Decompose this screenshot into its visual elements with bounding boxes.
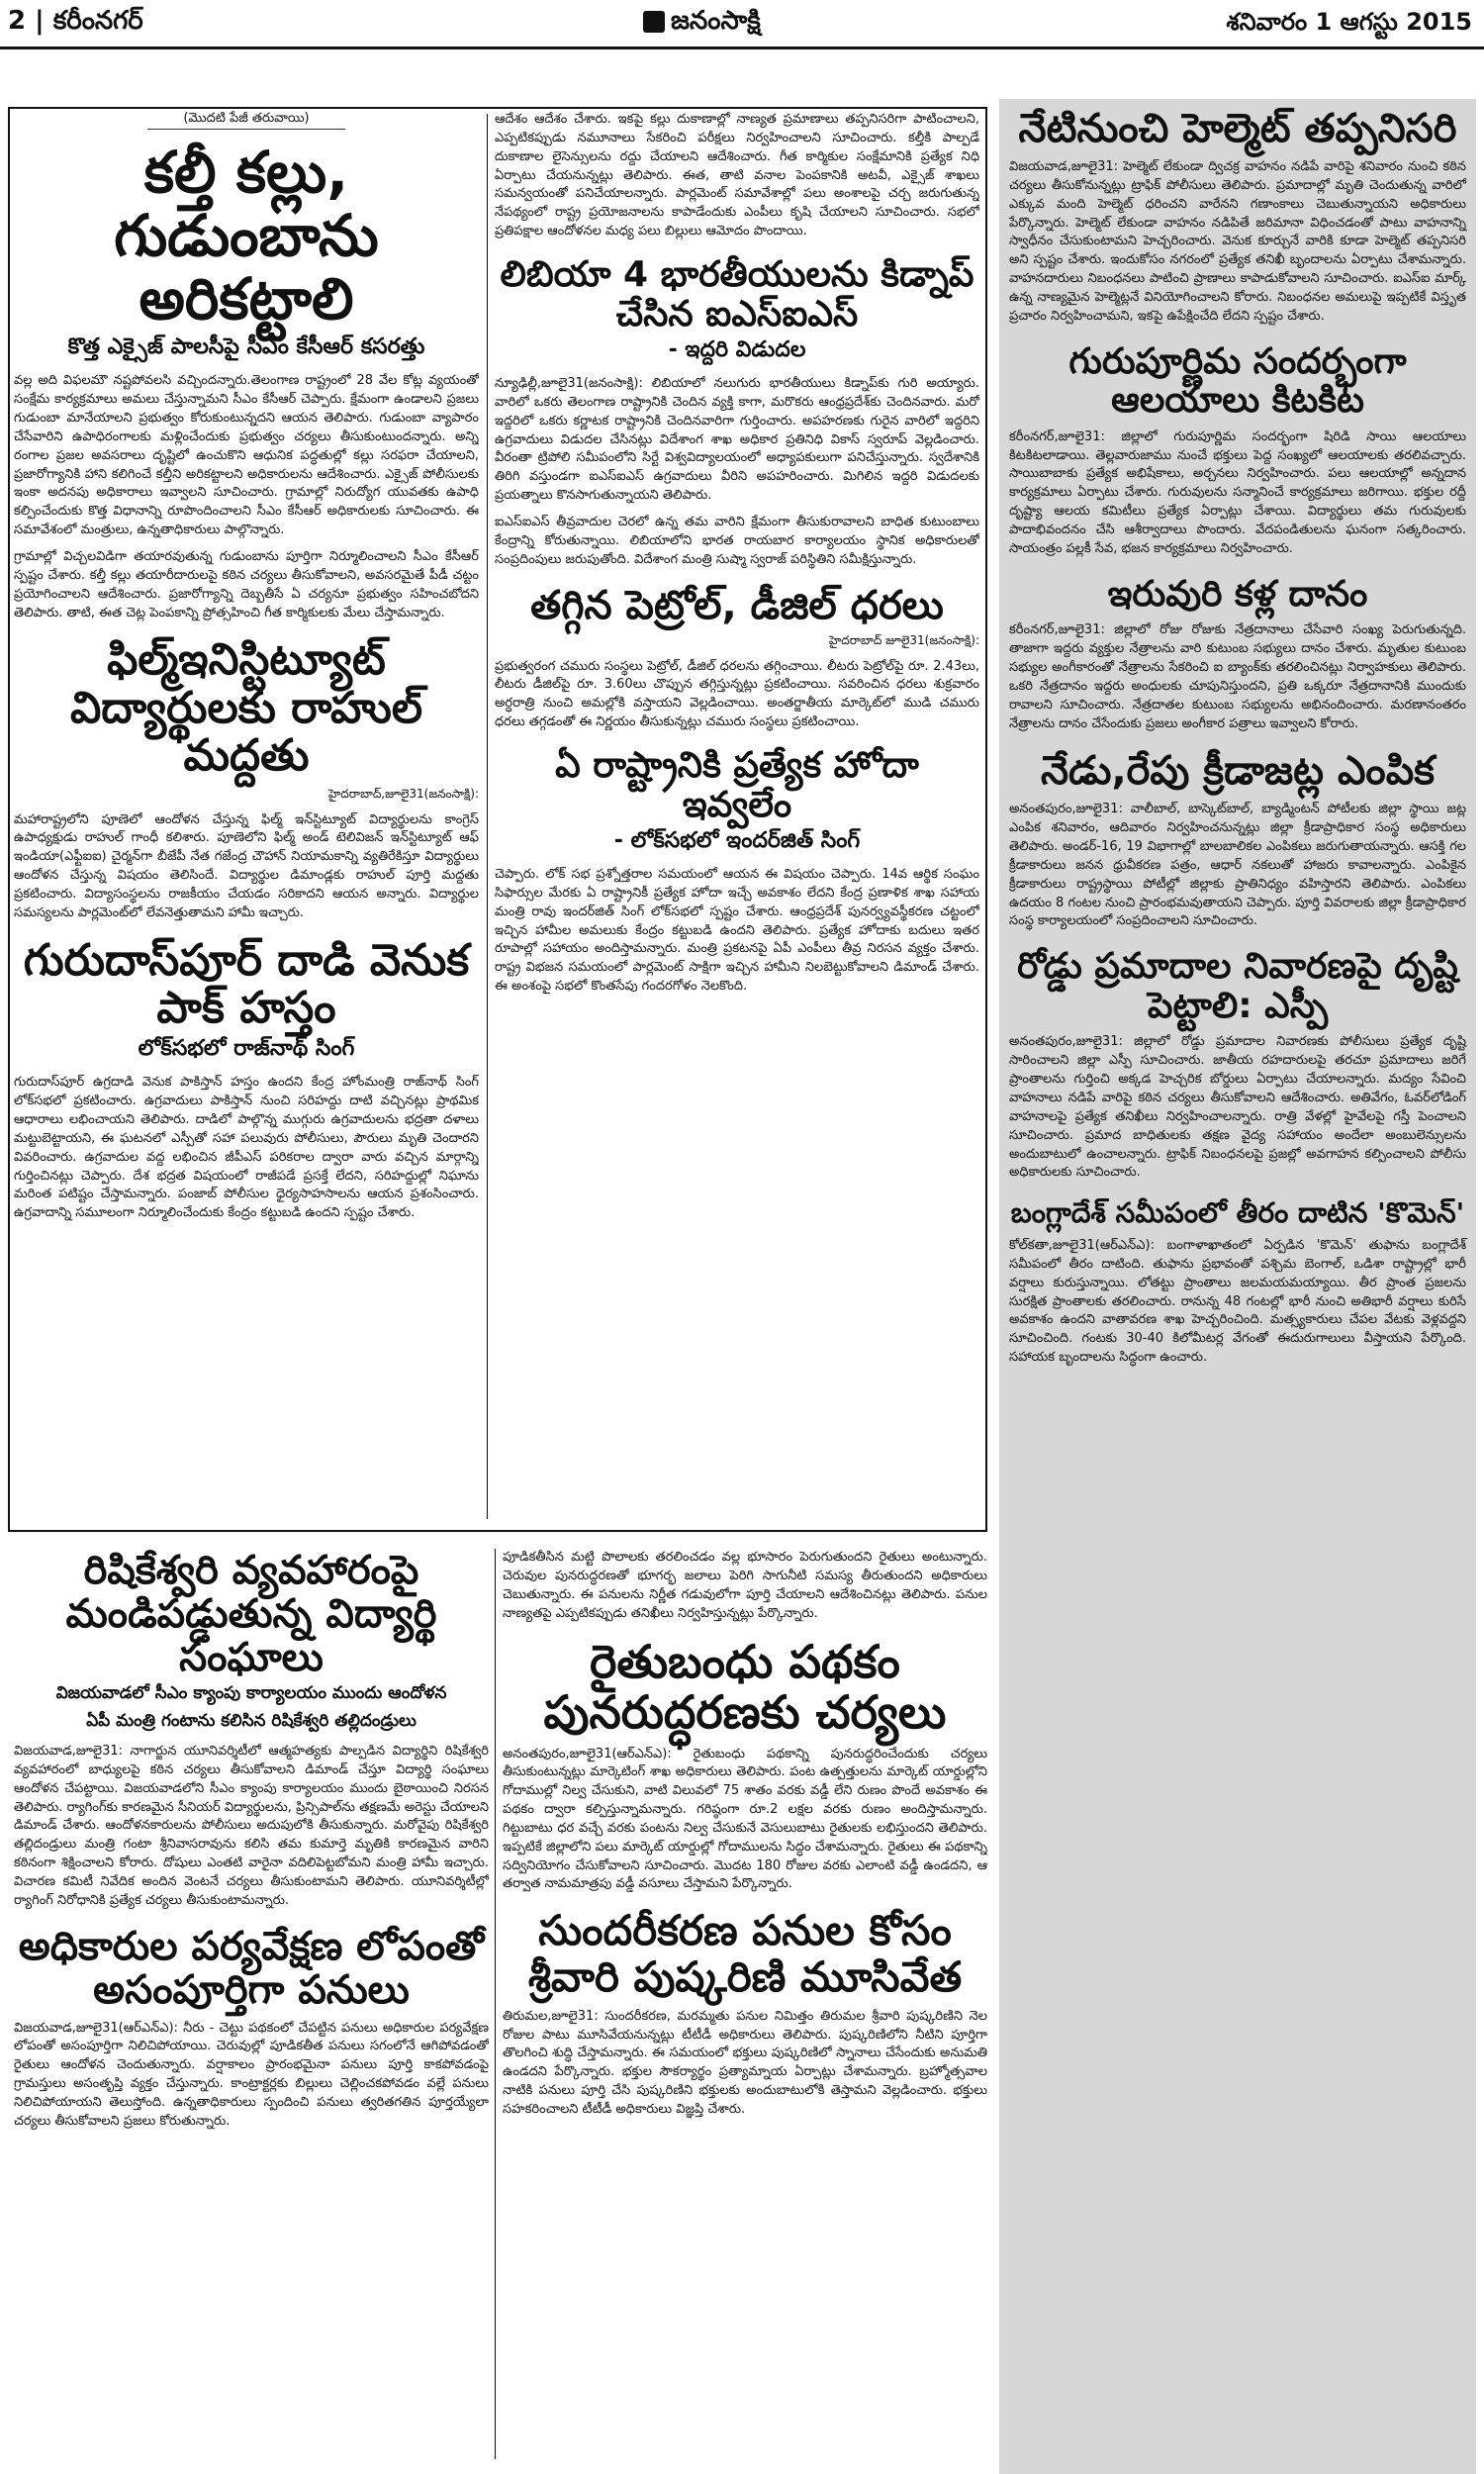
- libya-body: న్యూఢిల్లీ,జూలై31(జనంసాక్షి): లిబియాలో నలుగురు భారతీయులు కిడ్నాప్‌కు గురి అయ్యారు. వారిలో ఒకరు తెలంగాణ రాష్ట్రానికి చెందిన వ్యక్తి కాగా, మరొకరు ఆంధ్రప్రదేశ్‌కు చెందినవారు. మరో ఇద్దరిలో ఒకరు కర్ణాటక రాష్ట్రానికి చెందినవారిగా గుర్తించారు. అపహరణకు గురైన వారిలో ఇద్దరిని ఉగ్రవాదులు విడుదల చేసినట్లు విదేశాంగ శాఖ అధికార ప్రతినిధి వికాస్ స్వరూప్ వెల్లడించారు. వీరంతా ట్రిపోలి సమీపంలోని సిర్టే విశ్వవిద్యాలయంలో అధ్యాపకులుగా పనిచేస్తున్నారు. స్వదేశానికి తిరిగి వస్తుండగా ఐఎస్ఐఎస్ ఉగ్రవాదులు వీరిని అపహరించారు. మిగిలిన ఇద్దరి విడుదలకు ప్రయత్నాలు కొనసాగుతున్నాయని తెలిపారు.: [495, 376, 979, 504]
- eye-donation-body: కరీంనగర్,జూలై31: జిల్లాలో రోజు రోజుకు నేత్రదానాలు చేసేవారి సంఖ్య పెరుగుతున్నది. తాజాగా ఇద్దరు వ్యక్తుల నేత్రాలను వారి కుటుంబ సభ్యులు దానం చేశారు. మృతుల కుటుంబ సభ్యుల అంగీకారంతో నేత్రాలను సేకరించి ఐ బ్యాంక్‌కు తరలించినట్లు నిర్వాహకులు తెలిపారు. ఒకరి నేత్రదానం ఇద్దరు అంధులకు చూపునిస్తుందని, ప్రతి ఒక్కరూ నేత్రదానానికి ముందుకు రావాలని సూచించారు. నేత్రదాతల కుటుంబ సభ్యులను అభినందించారు. మరణానంతరం నేత్రాలను దానం చేసేందుకు ప్రజలు అంగీకార పత్రాలు ఇవ్వాలని కోరారు.: [1009, 622, 1466, 731]
- right-shaded-column: [999, 99, 1476, 2474]
- paper-name: జనంసాక్షి: [671, 6, 761, 36]
- ap-status-subhead: - లోక్‌సభలో ఇందర్‌జిత్ సింగ్: [613, 828, 861, 854]
- rishikeshwari-subhead-1: విజయవాడలో సీఎం క్యాంపు కార్యాలయం ముందు ఆందోళన: [55, 1683, 447, 1703]
- masthead: [0, 0, 1484, 49]
- column-divider-bottom: [495, 1549, 496, 2459]
- col-2: [495, 111, 979, 1516]
- kallu-body: వల్ల అది విఫలమౌ నష్టపోవలసి వచ్చిందన్నారు.తెలంగాణ రాష్ట్రంలో 28 వేల కోట్ల వ్యయంతో సంక్షేమ కార్యక్రమాలు అమలు చేస్తున్నామని సీఎం కేసీఆర్ చెప్పారు. క్షేమంగా ఉండాలని ప్రజలు గుడుంబా మానేయాలని ప్రభుత్వం కోరుకుంటున్నదని ఆయన తెలిపారు. గుడుంబా వ్యాపారం చేసేవారిని ఉపాధిరంగాలకు మళ్లించేందుకు ప్రభుత్వం చర్యలు తీసుకుంటుందన్నారు. అన్ని రంగాల ప్రజల అవసరాలు దృష్టిలో ఉంచుకొని ఆధునిక పద్ధతుల్లో కల్లు సరఫరా చేయాలని, ప్రజారోగ్యానికి హాని కలిగించే కల్తీని అరికట్టాలని అధికారులను ఆదేశించారు. ఎక్సైజ్ పోలీసులకు ఇంకా అదనపు అధికారాలు ఇవ్వాలని సూచించారు. గ్రామాల్లో నిరుద్యోగ యువతకు ఉపాధి కల్పించేందుకు కొత్త విధానాన్ని రూపొందించాలని సీఎం కేసీఆర్ అధికారులకు సూచించారు. ఈ సమావేశంలో మంత్రులు, ఉన్నతాధికారులు పాల్గొన్నారు.: [14, 373, 479, 538]
- raithu-bandhu-body: అనంతపురం,జూలై31(ఆర్ఎన్ఎ): రైతుబంధు పథకాన్ని పునరుద్ధరించేందుకు చర్యలు తీసుకుంటున్నట్లు మార్కెటింగ్ శాఖ అధికారులు తెలిపారు. పంట ఉత్పత్తులను మార్కెట్ యార్డుల్లోని గోదాముల్లో నిల్వ చేసుకుని, వాటి విలువలో 75 శాతం వరకు వడ్డీ లేని రుణం పొందే అవకాశం ఈ పథకం ద్వారా కల్పిస్తున్నామన్నారు. గరిష్ఠంగా రూ.2 లక్షల వరకు రుణం అందిస్తామన్నారు. గిట్టుబాటు ధర వచ్చే వరకు పంటను నిల్వ చేసుకునే వెసులుబాటు రైతులకు లభిస్తుందని తెలిపారు. ఇప్పటికే జిల్లాలోని పలు మార్కెట్ యార్డుల్లో గోదాములను సిద్ధం చేశామన్నారు. రైతులు ఈ పథకాన్ని సద్వినియోగం చేసుకోవాలని సూచించారు. మొదట 180 రోజుల వరకు ఎలాంటి వడ్డీ ఉండదని, ఆ తర్వాత నామమాత్రపు వడ్డీ వసూలు చేస్తామని పేర్కొన్నారు.: [503, 1746, 987, 1892]
- gurdaspur-headline: గురుదాస్‌పూర్ దాడి వెనుక పాక్ హస్తం: [23, 934, 470, 1033]
- page-number-section: 2 | కరీంనగర్: [8, 6, 143, 36]
- rishikeshwari-headline: రిషికేశ్వరి వ్యవహారంపై మండిపడ్డుతున్న విద్యార్థి సంఘాలు: [65, 1549, 437, 1680]
- column-divider: [487, 114, 488, 1519]
- petrol-headline: తగ్గిన పెట్రోల్, డీజిల్ ధరలు: [530, 582, 944, 628]
- petrol-dateline: హైదరాబాద్ జూలై31(జనంసాక్షి):: [828, 632, 979, 647]
- raithu-bandhu-headline: రైతుబంధు పథకం పునరుద్ధరణకు చర్యలు: [543, 1635, 947, 1739]
- road-safety-headline: రోడ్డు ప్రమాదాల నివారణపై దృష్టి పెట్టాలి: ఎస్పీ: [1017, 946, 1458, 1026]
- works-incomplete-body: విజయవాడ,జూలై31(ఆర్ఎన్ఎ): నీరు - చెట్టు పథకంలో చేపట్టిన పనులు అధికారుల పర్యవేక్షణ లోపంతో అసంపూర్తిగా నిలిచిపోయాయి. చెరువుల్లో పూడికతీత పనులు సగంలోనే ఆగిపోవడంతో రైతులు ఆందోళన చెందుతున్నారు. వర్షాకాలం ప్రారంభమైనా పనులు పూర్తి కాకపోవడంపై గ్రామస్తులు అసంతృప్తి వ్యక్తం చేస్తున్నారు. కాంట్రాక్టర్లకు బిల్లులు చెల్లించకపోవడం వల్లే పనులు నిలిచిపోయాయని తెలుస్తోంది. ఉన్నతాధికారులు స్పందించి పనులు త్వరితగతిన పూర్తయ్యేలా చర్యలు తీసుకోవాలని ప్రజలు కోరుతున్నారు.: [14, 2020, 489, 2129]
- sports-body: అనంతపురం,జూలై31: వాలీబాల్, బాస్కెట్‌బాల్, బ్యాడ్మింటన్ పోటీలకు జిల్లా స్థాయి జట్ల ఎంపిక శనివారం, ఆదివారం నిర్వహించనున్నట్లు జిల్లా క్రీడాప్రాధికార సంస్థ అధికారులు తెలిపారు. అండర్-16, 19 విభాగాల్లో బాలబాలికల ఎంపికలు జరుగుతాయన్నారు. ఆసక్తి గల క్రీడాకారులు జనన ధ్రువీకరణ పత్రం, ఆధార్ నకలుతో హాజరు కావాలన్నారు. ఎంపికైన క్రీడాకారులు రాష్ట్రస్థాయి పోటీల్లో జిల్లాకు ప్రాతినిధ్యం వహిస్తారని తెలిపారు. ఎంపికలు ఉదయం 8 గంటల నుంచి ప్రారంభమవుతాయని చెప్పారు. పూర్తి వివరాలకు జిల్లా క్రీడాప్రాధికార సంస్థ కార్యాలయంలో సంప్రదించాలని సూచించారు.: [1009, 802, 1466, 929]
- komen-body: కోల్‌కతా,జూలై31(ఆర్ఎన్ఎ): బంగాళాఖాతంలో ఏర్పడిన 'కొమెన్' తుఫాను బంగ్లాదేశ్ సమీపంలో తీరం దాటింది. తుఫాను ప్రభావంతో పశ్చిమ బెంగాల్, ఒడిశా రాష్ట్రాల్లో భారీ వర్షాలు కురుస్తున్నాయి. లోతట్టు ప్రాంతాలు జలమయమయ్యాయి. తీర ప్రాంత ప్రజలను సురక్షిత ప్రాంతాలకు తరలించారు. రానున్న 48 గంటల్లో భారీ నుంచి అతిభారీ వర్షాలు కురిసే అవకాశం ఉందని వాతావరణ శాఖ హెచ్చరించింది. మత్స్యకారులు చేపల వేటకు వెళ్లవద్దని సూచించింది. గంటకు 30-40 కిలోమీటర్ల వేగంతో ఈదురుగాలులు వీస్తాయని పేర్కొంది. సహాయక బృందాలను సిద్ధంగా ఉంచారు.: [1009, 1237, 1466, 1366]
- rishikeshwari-subhead-2: ఏపీ మంత్రి గంటాను కలిసిన రిషికేశ్వరి తల్లిదండ్రులు: [86, 1711, 417, 1731]
- ftii-headline: ఫిల్మ్ఇనిస్టిట్యూట్ విద్యార్థులకు రాహుల్ మద్దతు: [69, 634, 423, 782]
- eye-donation-headline: ఇరువురి కళ్ల దానం: [1107, 573, 1368, 615]
- paper-logo: [643, 6, 761, 42]
- komen-headline: బంగ్లాదేశ్ సమీపంలో తీరం దాటిన 'కొమెన్': [1010, 1196, 1465, 1230]
- gurdaspur-subhead: లోక్‌సభలో రాజ్‌నాథ్ సింగ్: [138, 1036, 355, 1062]
- sports-headline: నేడు,రేపు క్రీడాజట్ల ఎంపిక: [1040, 748, 1436, 795]
- helmet-body: విజయవాడ,జూలై31: హెల్మెట్ లేకుండా ద్విచక్ర వాహనం నడిపే వారిపై శనివారం నుంచి కఠిన చర్యలు తీసుకోనున్నట్లు ట్రాఫిక్ పోలీసులు తెలిపారు. ప్రమాదాల్లో మృతి చెందుతున్న వారిలో ఎక్కువ మంది హెల్మెట్ ధరించని వారేనని గణాంకాలు చెబుతున్నాయని అధికారులు పేర్కొన్నారు. హెల్మెట్ లేకుండా వాహనం నడిపితే జరిమానా విధించడంతో పాటు వాహనాన్ని స్వాధీనం చేసుకుంటామని హెచ్చరించారు. వెనుక కూర్చునే వారికి కూడా హెల్మెట్ తప్పనిసరి అని స్పష్టం చేశారు. ఇందుకోసం నగరంలో ప్రత్యేక తనిఖీ బృందాలను ఏర్పాటు చేశామన్నారు. వాహనదారులు నిబంధనలు పాటించి ప్రాణాలు కాపాడుకోవాలని సూచించారు. ఐఎస్ఐ మార్క్ ఉన్న నాణ్యమైన హెల్మెట్లనే వినియోగించాలని కోరారు. నిబంధనల అమలుపై ఇప్పటికే విస్తృత ప్రచారం నిర్వహించామని, ఇకపై ఉపేక్షించేది లేదని స్పష్టం చేశారు.: [1009, 159, 1466, 324]
- logo-icon: [643, 11, 665, 33]
- ftii-dateline: హైదరాబాద్,జూలై31(జనంసాక్షి):: [327, 786, 479, 801]
- ap-status-headline: ఏ రాష్ట్రానికి ప్రత్యేక హోదా ఇవ్వలేం: [555, 744, 919, 825]
- petrol-body: ప్రభుత్వరంగ చమురు సంస్థలు పెట్రోల్, డీజిల్ ధరలను తగ్గించాయి. లీటరు పెట్రోల్‌పై రూ. 2.43లు, లీటరు డీజిల్‌పై రూ. 3.60లు చొప్పున తగ్గిస్తున్నట్లు ప్రకటించాయి. సవరించిన ధరలు శుక్రవారం అర్ధరాత్రి నుంచి అమల్లోకి వస్తాయని వెల్లడించాయి. అంతర్జాతీయ మార్కెట్‌లో ముడి చమురు ధరలు తగ్గడంతో ఈ నిర్ణయం తీసుకున్నట్లు చమురు సంస్థలు ప్రకటించాయి.: [495, 658, 979, 730]
- gurupurnima-body: కరీంనగర్,జూలై31: జిల్లాలో గురుపూర్ణిమ సందర్భంగా షిరిడి సాయి ఆలయాలు కిటకిటలాడాయి. తెల్లవారుజాము నుంచే భక్తులు పెద్ద సంఖ్యలో ఆలయాలకు తరలివచ్చారు. సాయిబాబాకు ప్రత్యేక అభిషేకాలు, అర్చనలు నిర్వహించారు. పలు ఆలయాల్లో అన్నదాన కార్యక్రమాలు ఏర్పాటు చేశారు. గురువులను సన్మానించే కార్యక్రమాలు జరిగాయి. భక్తుల రద్దీ దృష్ట్యా ఆలయ కమిటీలు ప్రత్యేక ఏర్పాట్లు చేశాయి. విద్యార్థులు తమ గురువులకు పాదాభివందనం చేసి ఆశీర్వాదాలు పొందారు. వేదపండితులను ఘనంగా సత్కరించారు. సాయంత్రం పల్లకీ సేవ, భజన కార్యక్రమాలు నిర్వహించారు.: [1009, 428, 1466, 556]
- kallu-body-2: గ్రామాల్లో విచ్చలవిడిగా తయారవుతున్న గుడుంబాను పూర్తిగా నిర్మూలించాలని సీఎం కేసీఆర్ స్పష్టం చేశారు. కల్తీ కల్లు తయారీదారులపై కఠిన చర్యలు తీసుకోవాలని, అవసరమైతే పీడీ చట్టం ప్రయోగించాలని ఆదేశించారు. ప్రజారోగ్యాన్ని దెబ్బతీసే ఏ చర్యనూ ప్రభుత్వం సహించబోదని తెలిపారు. తాటి, ఈత చెట్ల పెంపకాన్ని ప్రోత్సహించి గీత కార్మికులకు మేలు చేస్తామన్నారు.: [14, 548, 479, 620]
- bottom-middle-column: [503, 1549, 987, 2469]
- kallu-headline: కల్తీ కల్లు, గుడుంబాను అరికట్టాలి: [114, 139, 379, 333]
- ftii-body: మహారాష్ట్రలోని పూణెలో ఆందోళన చేస్తున్న ఫిల్మ్ ఇన్‌స్టిట్యూట్ విద్యార్థులను కాంగ్రెస్ ఉపాధ్యక్షుడు రాహుల్ గాంధీ కలిశారు. పూణెలోని ఫిల్మ్ అండ్ టెలివిజన్ ఇన్‌స్టిట్యూట్ ఆఫ్ ఇండియా(ఎఫ్టీఐఐ) చైర్మన్‌గా బీజేపీ నేత గజేంద్ర చౌహాన్ నియామకాన్ని వ్యతిరేకిస్తూ విద్యార్థులు ఆందోళన చేస్తున్న విషయం తెలిసిందే. విద్యార్థుల డిమాండ్లకు రాహుల్ పూర్తి మద్దతు ప్రకటించారు. విద్యాసంస్థలను రాజకీయం చేయడం సరికాదని ఆయన అన్నారు. విద్యార్థుల సమస్యలను పార్లమెంట్‌లో లేవనెత్తుతామని హామీ ఇచ్చారు.: [14, 811, 479, 920]
- bottom-left-column: [14, 1549, 489, 2469]
- libya-body-2: ఐఎస్ఐఎస్ తీవ్రవాదుల చెరలో ఉన్న తమ వారిని క్షేమంగా తీసుకురావాలని బాధిత కుటుంబాలు కేంద్రాన్ని కోరుతున్నాయి. లిబియాలోని భారత రాయబార కార్యాలయం స్థానిక అధికారులతో సంప్రదింపులు జరుపుతోంది. విదేశాంగ మంత్రి సుష్మా స్వరాజ్ పరిస్థితిని సమీక్షిస్తున్నారు.: [495, 515, 979, 567]
- desilting-body: పూడికతీసిన మట్టి పొలాలకు తరలించడం వల్ల భూసారం పెరుగుతుందని రైతులు అంటున్నారు. చెరువుల పునరుద్ధరణతో భూగర్భ జలాలు పెరిగి సాగునీటి సమస్య తీరుతుందని అధికారులు చెబుతున్నారు. ఈ పనులను నిర్ణీత గడువులోగా పూర్తి చేయాలని ఆదేశించినట్లు తెలిపారు. పనుల నాణ్యతపై ఎప్పటికప్పుడు తనిఖీలు నిర్వహిస్తున్నట్లు పేర్కొన్నారు.: [503, 1550, 987, 1621]
- issue-date: శనివారం 1 ఆగస్టు 2015: [1226, 8, 1472, 36]
- right-column-inner: [999, 99, 1476, 1376]
- gurupurnima-headline: గురుపూర్ణిమ సందర్భంగా ఆలయాలు కిటకిట: [1068, 340, 1407, 422]
- helmet-headline: నేటినుంచి హెల్మెట్ తప్పనిసరి: [1018, 106, 1457, 151]
- works-incomplete-headline: అధికారుల పర్యవేక్షణ లోపంతో అసంపూర్తిగా పనులు: [18, 1923, 485, 2013]
- gurdaspur-body: గురుదాస్‌పూర్ ఉగ్రదాడి వెనుక పాకిస్తాన్ హస్తం ఉందని కేంద్ర హోంమంత్రి రాజ్‌నాథ్ సింగ్ లోక్‌సభలో ప్రకటించారు. ఉగ్రవాదులు పాకిస్తాన్ నుంచి సరిహద్దు దాటి వచ్చినట్లు ప్రాథమిక ఆధారాలు లభించాయని తెలిపారు. దాడిలో పాల్గొన్న ముగ్గురు ఉగ్రవాదులను భద్రతా దళాలు మట్టుబెట్టాయని, ఈ ఘటనలో ఎస్పీతో సహా పలువురు పోలీసులు, పౌరులు మృతి చెందారని వివరించారు. ఉగ్రవాదుల వద్ద లభించిన జీపీఎస్ పరికరాల ద్వారా వారు వచ్చిన మార్గాన్ని గుర్తించినట్లు చెప్పారు. దేశ భద్రత విషయంలో రాజీపడే ప్రసక్తే లేదని, సరిహద్దుల్లో నిఘాను మరింత పటిష్టం చేస్తామన్నారు. పంజాబ్ పోలీసుల ధైర్యసాహసాలను ఆయన ప్రశంసించారు. ఉగ్రవాదాన్ని సమూలంగా నిర్మూలించేందుకు కేంద్రం కట్టుబడి ఉందని స్పష్టం చేశారు.: [14, 1075, 479, 1221]
- col-1: [14, 111, 479, 1516]
- page-number: 2: [8, 6, 27, 36]
- kallu-continued-body: ఆదేశం ఆదేశం చేశారు. ఇకపై కల్లు దుకాణాల్లో నాణ్యత ప్రమాణాలు తప్పనిసరిగా పాటించాలని, ఎప్పటికప్పుడు నమూనాలు సేకరించి పరీక్షలు నిర్వహించాలని సూచించారు. కల్తీకి పాల్పడే దుకాణాల లైసెన్సులను రద్దు చేయాలని ఆదేశించారు. గీత కార్మికుల సంక్షేమానికి ప్రత్యేక నిధి ఏర్పాటు చేయనున్నట్లు తెలిపారు. ఈత, తాటి వనాల పెంపకానికి అటవీ, ఎక్సైజ్ శాఖలు సమన్వయంతో పనిచేయాలన్నారు. పార్లమెంట్ సమావేశాల్లో పలు అంశాలపై చర్చ జరుగుతున్న నేపథ్యంలో రాష్ట్ర ప్రయోజనాలను కాపాడేందుకు ఎంపీలు కృషి చేయాలని సూచించారు. సభలో ప్రతిపక్షాల ఆందోళనల మధ్య పలు బిల్లులు ఆమోదం పొందాయి.: [495, 112, 979, 239]
- section-name: కరీంనగర్: [52, 6, 143, 36]
- ap-status-body: చెప్పారు. లోక్ సభ ప్రశ్నోత్తరాల సమయంలో ఆయన ఈ విషయం చెప్పారు. 14వ ఆర్థిక సంఘం సిఫార్సుల మేరకు ఏ రాష్ట్రానికీ ప్రత్యేక హోదా ఇచ్చే అవకాశం లేదని కేంద్ర ప్రణాళిక శాఖ సహాయ మంత్రి రావు ఇందర్‌జిత్ సింగ్ లోక్‌సభలో స్పష్టం చేశారు. ఆంధ్రప్రదేశ్ పునర్వ్యవస్థీకరణ చట్టంలో ఇచ్చిన హామీల అమలుకు కేంద్రం కట్టుబడి ఉందని తెలిపారు. ప్రత్యేక హోదాకు బదులు ఇతర రూపాల్లో సహాయం అందిస్తామన్నారు. మంత్రి ప్రకటనపై ఏపీ ఎంపీలు తీవ్ర నిరసన వ్యక్తం చేశారు. రాష్ట్ర విభజన సమయంలో పార్లమెంట్ సాక్షిగా ఇచ్చిన హామీని నిలబెట్టుకోవాలని డిమాండ్ చేశారు. ఈ అంశంపై సభలో కొంతసేపు గందరగోళం నెలకొంది.: [495, 867, 979, 995]
- pushkarini-headline: సుందరీకరణ పనుల కోసం శ్రీవారి పుష్కరిణి మూసివేత: [527, 1906, 963, 2001]
- pushkarini-body: తిరుమల,జూలై31: సుందరీకరణ, మరమ్మతు పనుల నిమిత్తం తిరుమల శ్రీవారి పుష్కరిణిని నెల రోజుల పాటు మూసివేయనున్నట్లు టీటీడీ అధికారులు తెలిపారు. పుష్కరిణిలోని నీటిని పూర్తిగా తొలగించి శుద్ధి చేస్తామన్నారు. ఈ సమయంలో భక్తులు పుష్కరిణిలో స్నానాలు చేసేందుకు అనుమతి ఉండదని పేర్కొన్నారు. భక్తుల సౌకర్యార్థం ప్రత్యామ్నాయ ఏర్పాట్లు చేశామన్నారు. బ్రహ్మోత్సవాల నాటికి పనులు పూర్తి చేసి పుష్కరిణిని భక్తులకు అందుబాటులోకి తెస్తామని వెల్లడించారు. భక్తులు సహకరించాలని టీటీడీ అధికారులు విజ్ఞప్తి చేశారు.: [503, 2008, 987, 2117]
- rishikeshwari-body: విజయవాడ,జూలై31: నాగార్జున యూనివర్శిటీలో ఆత్మహత్యకు పాల్పడిన విద్యార్థిని రిషికేశ్వరి వ్యవహారంలో బాధ్యులపై కఠిన చర్యలు తీసుకోవాలని డిమాండ్ చేస్తూ విద్యార్థి సంఘాలు ఆందోళన చేపట్టాయి. విజయవాడలోని సీఎం క్యాంపు కార్యాలయం ముందు బైఠాయించి నిరసన తెలిపారు. ర్యాగింగ్‌కు కారణమైన సీనియర్ విద్యార్థులను, ప్రిన్సిపాల్‌ను తక్షణమే అరెస్టు చేయాలని డిమాండ్ చేశారు. ఆందోళనకారులను పోలీసులు అదుపులోకి తీసుకున్నారు. మరోవైపు రిషికేశ్వరి తల్లిదండ్రులు మంత్రి గంటా శ్రీనివాసరావును కలిసి తమ కుమార్తె మృతికి కారణమైన వారిని కఠినంగా శిక్షించాలని కోరారు. దోషులు ఎంతటి వారైనా వదిలిపెట్టబోమని మంత్రి హామీ ఇచ్చారు. విచారణ కమిటీ నివేదిక అందిన వెంటనే చర్యలు తీసుకుంటామని తెలిపారు. యూనివర్శిటీల్లో ర్యాగింగ్ నిరోధానికి ప్రత్యేక చర్యలు తీసుకుంటామన్నారు.: [14, 1744, 489, 1908]
- road-safety-body: అనంతపురం,జూలై31: జిల్లాలో రోడ్డు ప్రమాదాల నివారణకు పోలీసులు ప్రత్యేక దృష్టి సారించాలని జిల్లా ఎస్పీ సూచించారు. జాతీయ రహదారులపై తరచూ ప్రమాదాలు జరిగే ప్రాంతాలను గుర్తించి అక్కడ హెచ్చరిక బోర్డులు ఏర్పాటు చేయాలన్నారు. మద్యం సేవించి వాహనాలు నడిపే వారిపై కఠిన చర్యలు తీసుకోవాలని ఆదేశించారు. అతివేగం, ఓవర్‌లోడింగ్ వాహనాలపై ప్రత్యేక తనిఖీలు నిర్వహించాలన్నారు. రాత్రి వేళల్లో హైవేలపై గస్తీ పెంచాలని సూచించారు. ప్రమాద బాధితులకు తక్షణ వైద్య సహాయం అందేలా అంబులెన్సులను అందుబాటులో ఉంచాలన్నారు. ట్రాఫిక్ నిబంధనలపై ప్రజల్లో అవగాహన కల్పించాలని పోలీసు అధికారులకు సూచించారు.: [1009, 1034, 1466, 1181]
- kallu-subhead: కొత్త ఎక్సైజ్ పాలసీపై సీఎం కేసీఆర్ కసరత్తు: [67, 334, 425, 360]
- libya-headline: లిబియా 4 భారతీయులను కిడ్నాప్ చేసిన ఐఎస్ఐఎస్: [500, 253, 974, 334]
- libya-subhead: - ఇద్దరి విడుదల: [668, 337, 806, 363]
- continued-tag: (మొదటి పేజీ తరువాయి): [147, 111, 345, 130]
